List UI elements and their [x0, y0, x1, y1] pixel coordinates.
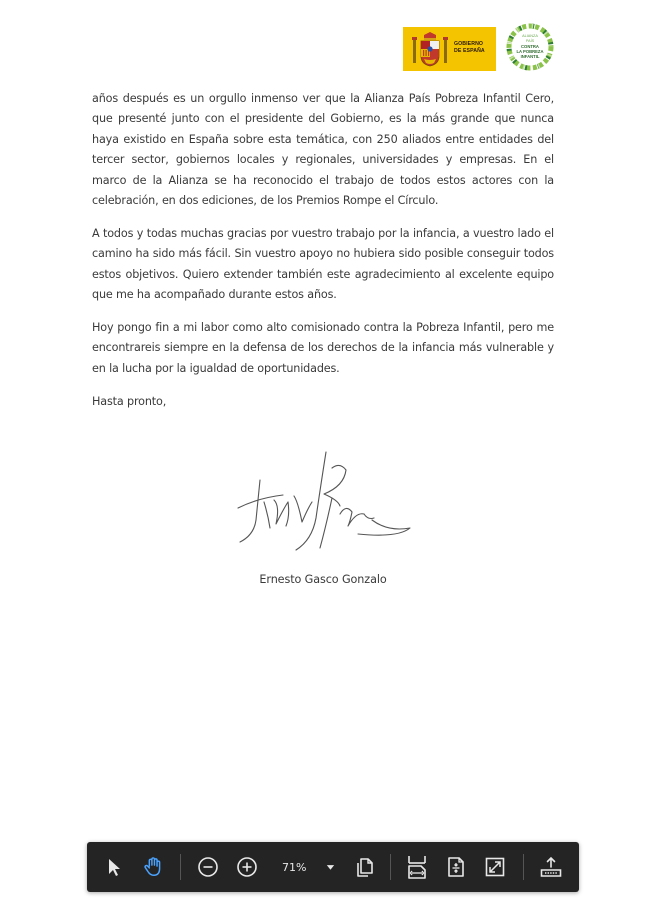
upload-icon	[539, 856, 563, 878]
hand-icon	[142, 856, 164, 878]
letter-paragraph: años después es un orgullo inmenso ver que la Alianza País Pobreza Infantil Cero, que presenté junto con el presidente del Gobierno, es la más grande que nunca haya existido en España sobre esta temática, con 250 aliados entre entidades del tercer sector, gobiernos locales y regionales, universidades y empresas. En el marco de la Alianza se ha reconocido el trabajo de todos estos actores con la celebración, en dos ediciones, de los Premios Rompe el Círculo.	[92, 92, 554, 208]
fit-page-button[interactable]	[441, 852, 471, 882]
handwritten-signature	[228, 440, 418, 558]
arrow-pointer-icon	[105, 857, 123, 877]
letter-paragraph: A todos y todas muchas gracias por vuestro trabajo por la infancia, a vuestro lado el camino ha sido más fácil. Sin vuestro apoyo no hubiera sido posible conseguir todos estos objetivos. Quiero extender también este agradecimiento al excelente equipo que me ha acompañado durante estos años.	[92, 226, 554, 302]
alliance-logo-text: ALIANZA PAÍS CONTRA LA POBREZA INFANTIL	[516, 34, 544, 59]
plus-circle-icon	[236, 856, 258, 878]
minus-circle-icon	[197, 856, 219, 878]
zoom-select[interactable]	[274, 854, 336, 880]
pan-tool-button[interactable]	[138, 852, 168, 882]
alliance-logo	[505, 22, 555, 72]
zoom-out-button[interactable]	[193, 852, 223, 882]
toolbar-divider	[523, 854, 524, 880]
zoom-value: 71%	[282, 860, 307, 874]
fit-width-button[interactable]	[402, 852, 432, 882]
viewer-toolbar	[87, 842, 579, 892]
caret-down-icon	[325, 861, 336, 873]
fit-page-icon	[446, 856, 466, 878]
toolbar-divider	[180, 854, 181, 880]
government-logo	[403, 27, 496, 71]
toolbar-divider	[390, 854, 391, 880]
letter-closing: Hasta pronto,	[92, 394, 167, 408]
letter-body	[92, 89, 554, 425]
share-button[interactable]	[536, 852, 566, 882]
fullscreen-button[interactable]	[480, 852, 510, 882]
coat-of-arms-icon	[411, 31, 449, 69]
signer-name: Ernesto Gasco Gonzalo	[259, 573, 387, 586]
government-logo-text: GOBIERNO DE ESPAÑA	[454, 41, 485, 54]
zoom-in-button[interactable]	[232, 852, 262, 882]
fit-width-icon	[406, 855, 428, 879]
select-tool-button[interactable]	[99, 852, 129, 882]
expand-icon	[484, 856, 506, 878]
letter-paragraph: Hoy pongo fin a mi labor como alto comisionado contra la Pobreza Infantil, pero me encontrareis siempre en la defensa de los derechos de la infancia más vulnerable y en la lucha por la igualdad de oportunidades.	[92, 321, 554, 375]
page-view-button[interactable]	[349, 852, 379, 882]
pages-icon	[353, 856, 375, 878]
